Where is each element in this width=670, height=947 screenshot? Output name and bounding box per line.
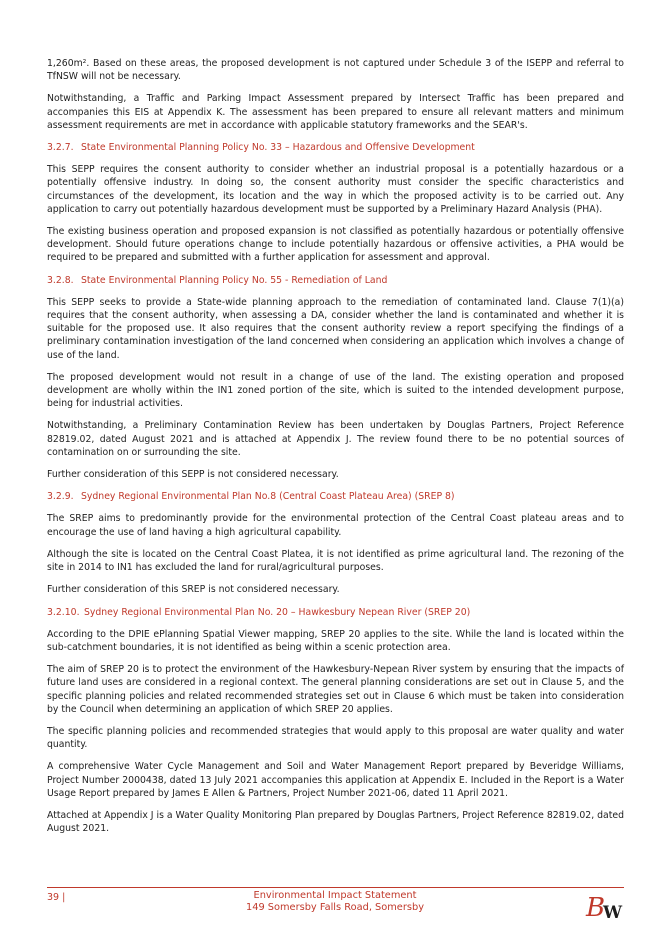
paragraph: This SEPP seeks to provide a State-wide planning approach to the remediation of contaminated land. Clause 7(1)(a) requires that the consent authority, when assessing a DA, consider whether the land is contaminated and whether it is suitable for the proposed use. It also requires that the consent authority review a report specifying the findings of a preliminary contamination investigation of the land concerned when considering an application which involves a change of use of the land. xyxy=(47,296,624,361)
section-number: 3.2.9. xyxy=(47,491,74,503)
footer-title-block xyxy=(0,890,670,914)
page-number-separator: | xyxy=(62,892,66,903)
section-title: Sydney Regional Environmental Plan No.8 (Central Coast Plateau Area) (SREP 8) xyxy=(81,491,455,503)
document-body xyxy=(47,57,624,844)
section-heading-3-2-8 xyxy=(47,274,624,287)
section-title: State Environmental Planning Policy No. 33 – Hazardous and Offensive Development xyxy=(81,142,475,154)
paragraph: Attached at Appendix J is a Water Quality Monitoring Plan prepared by Douglas Partners, Project Reference 82819.02, dated August 2021. xyxy=(47,809,624,835)
section-heading-3-2-10 xyxy=(47,606,624,619)
paragraph: The specific planning policies and recommended strategies that would apply to this proposal are water quality and water quantity. xyxy=(47,725,624,751)
section-number: 3.2.7. xyxy=(47,142,74,154)
section-number: 3.2.10. xyxy=(47,606,80,618)
logo-letter-b: B xyxy=(586,893,606,922)
page-number-value: 39 xyxy=(47,892,60,903)
paragraph: The aim of SREP 20 is to protect the environment of the Hawkesbury-Nepean River system by ensuring that the impacts of future land uses are considered in a regional context. The general planning considerations are set out in Clause 5, and the specific planning policies and related recommended strategies set out in Clause 6 which must be taken into consideration by the Council when determining an application of which SREP 20 applies. xyxy=(47,664,624,715)
section-heading-3-2-7 xyxy=(47,141,624,154)
section-title: State Environmental Planning Policy No. 55 - Remediation of Land xyxy=(81,274,388,286)
paragraph: This SEPP requires the consent authority to consider whether an industrial proposal is a potentially hazardous or a potentially offensive industry. In doing so, the consent authority must consider the specific characteristics and circumstances of the development, its location and the way in which the proposed activity is to be carried out. Any application to carry out potentially hazardous development must be supported by a Preliminary Hazard Analysis (PHA). xyxy=(47,164,624,215)
paragraph: According to the DPIE ePlanning Spatial Viewer mapping, SREP 20 applies to the site. While the land is located within the sub-catchment boundaries, it is not identified as being within a scenic protection area. xyxy=(47,628,624,653)
paragraph: Although the site is located on the Central Coast Platea, it is not identified as prime agricultural land. The rezoning of the site in 2014 to IN1 has excluded the land for rural/agricultural purposes. xyxy=(47,548,624,574)
paragraph: The SREP aims to predominantly provide for the environmental protection of the Central Coast plateau areas and to encourage the use of land having a high agricultural capability. xyxy=(47,513,624,538)
paragraph: Notwithstanding, a Traffic and Parking Impact Assessment prepared by Intersect Traffic has been prepared and accompanies this EIS at Appendix K. The assessment has been prepared to ensure all relevant matters and minimum assessment requirements are met in accordance with applicable statutory frameworks and the SEAR's. xyxy=(47,93,624,131)
footer-divider xyxy=(47,887,624,888)
paragraph: The existing business operation and proposed expansion is not classified as potentially hazardous or potentially offensive development. Should future operations change to include potentially hazardous or offensive activities, a PHA would be required to be prepared and submitted with a further application for assessment and approval. xyxy=(47,226,624,264)
section-title: Sydney Regional Environmental Plan No. 20 – Hawkesbury Nepean River (SREP 20) xyxy=(83,606,471,618)
paragraph: 1,260m². Based on these areas, the proposed development is not captured under Schedule 3 of the ISEPP and referral to TfNSW will not be necessary. xyxy=(47,58,624,83)
logo-letter-w: W xyxy=(603,903,623,922)
footer-address: 149 Somersby Falls Road, Somersby xyxy=(245,902,424,913)
paragraph: The proposed development would not result in a change of use of the land. The existing operation and proposed development are wholly within the IN1 zoned portion of the site, which is suited to the intended development purpose, being for industrial activities. xyxy=(47,371,624,410)
paragraph: Notwithstanding, a Preliminary Contamination Review has been undertaken by Douglas Partners, Project Reference 82819.02, dated August 2021 and is attached at Appendix J. The review found there to be no potential sources of contamination on or surrounding the site. xyxy=(47,420,624,458)
bw-logo-icon xyxy=(584,890,624,922)
paragraph: Further consideration of this SREP is not considered necessary. xyxy=(47,584,340,596)
paragraph: A comprehensive Water Cycle Management and Soil and Water Management Report prepared by Beveridge Williams, Project Number 2000438, dated 13 July 2021 accompanies this application at Appendix E. Included in the Report is a Water Usage Report prepared by James E Allen & Partners, Project Number 2021-06, dated 11 April 2021. xyxy=(47,761,624,799)
section-heading-3-2-9 xyxy=(47,490,624,503)
paragraph: Further consideration of this SEPP is not considered necessary. xyxy=(47,469,339,481)
footer-document-title: Environmental Impact Statement xyxy=(253,890,417,901)
section-number: 3.2.8. xyxy=(47,274,74,286)
